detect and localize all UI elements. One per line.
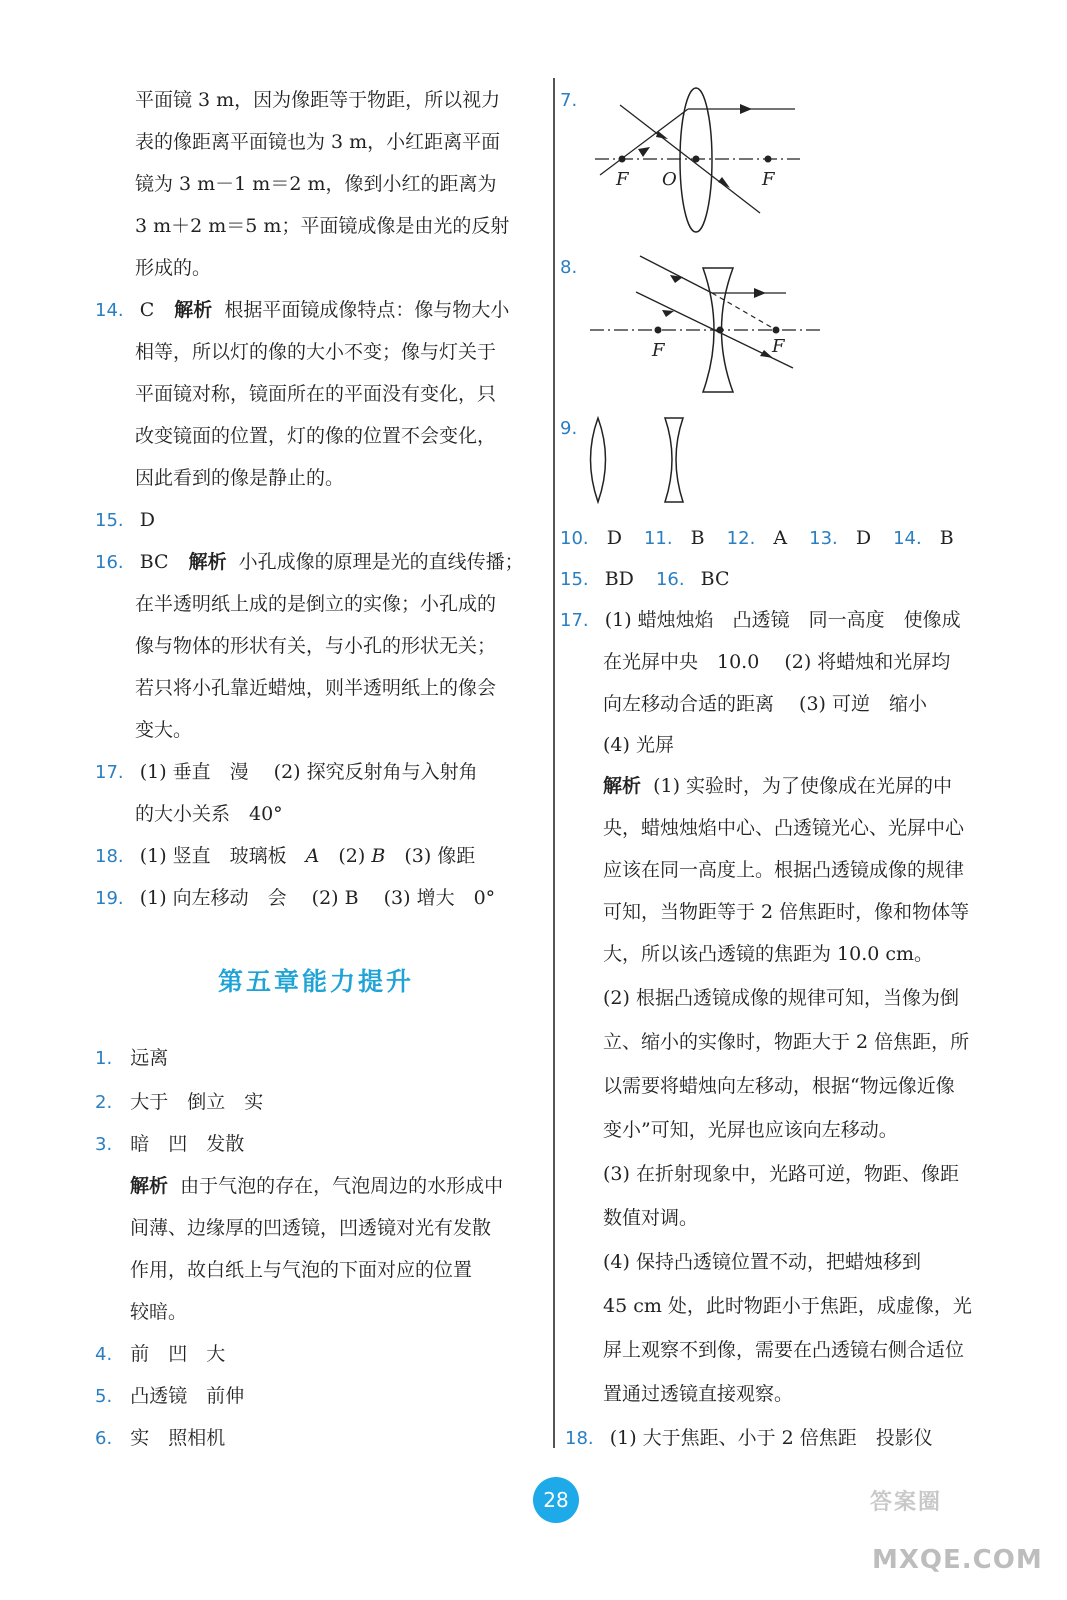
text-line: 因此看到的像是静止的。 (135, 467, 345, 489)
answer: BD (604, 568, 634, 590)
label-F: F (762, 169, 775, 190)
text-line: 变大。 (135, 719, 193, 741)
arrowhead (670, 275, 683, 283)
question-number: 15. (95, 510, 124, 531)
answer-row-15-16 (560, 567, 729, 592)
question-number: 17. (95, 762, 124, 783)
text-line: 相等，所以灯的像的大小不变；像与灯关于 (135, 341, 497, 363)
answer: (1) 蜡烛烛焰 凸透镜 同一高度 使像成 (604, 609, 961, 631)
question-number: 16. (655, 569, 685, 590)
question-number: 13. (809, 528, 838, 549)
answer: 大于 倒立 实 (130, 1091, 264, 1113)
section-title: 第五章能力提升 (218, 967, 415, 996)
answer: (1) 大于焦距、小于 2 倍焦距 投影仪 (609, 1427, 933, 1449)
analysis-label: 解析 (188, 551, 227, 573)
answer: (1) 向左移动 会 (2) B (3) 增大 0° (139, 887, 496, 909)
text-line: 在光屏中央 10.0 (2) 将蜡烛和光屏均 (603, 651, 951, 673)
question-number: 12. (726, 528, 756, 549)
optical-center (717, 327, 724, 334)
question-16 (95, 550, 524, 575)
answer: (1) 垂直 漫 (2) 探究反射角与入射角 (139, 761, 478, 783)
analysis-text: 小孔成像的原理是光的直线传播； (238, 551, 524, 573)
question-number: 14. (893, 528, 922, 549)
section-item-2 (95, 1090, 263, 1115)
question-number: 6. (95, 1428, 113, 1449)
text-line: 改变镜面的位置，灯的像的位置不会变化， (135, 425, 497, 447)
section-item-1 (95, 1046, 168, 1071)
label-F: F (652, 340, 665, 361)
section-item-5 (95, 1384, 244, 1409)
arrowhead (638, 147, 650, 157)
text-line: 平面镜对称，镜面所在的平面没有变化，只 (135, 383, 497, 405)
question-number: 15. (560, 569, 589, 590)
text-line: 3 m＋2 m＝5 m；平面镜成像是由光的反射 (135, 215, 510, 237)
text-line: 较暗。 (130, 1301, 188, 1323)
section-item-4 (95, 1342, 225, 1367)
question-18 (95, 844, 475, 869)
arrowhead (740, 104, 752, 114)
text-line: 平面镜 3 m，因为像距等于物距，所以视力 (135, 89, 501, 111)
text-line: 数值对调。 (603, 1207, 699, 1229)
arrowhead (754, 288, 766, 298)
question-number: 4. (95, 1344, 113, 1365)
question-number: 11. (643, 528, 673, 549)
answer: D (139, 509, 155, 531)
answer-part: (2) (319, 845, 372, 867)
question-9 (560, 416, 577, 441)
text-line: (4) 保持凸透镜位置不动，把蜡烛移到 (603, 1251, 921, 1273)
text-line: 像与物体的形状有关，与小孔的形状无关； (135, 635, 497, 657)
text-line: (3) 在折射现象中，光路可逆，物距、像距 (603, 1163, 959, 1185)
analysis-text: (1) 实验时，为了使像成在光屏的中 (653, 775, 953, 797)
concave-lens (665, 418, 683, 502)
question-number: 8. (560, 257, 578, 278)
answer: 前 凹 大 (130, 1343, 226, 1365)
analysis-text: 由于气泡的存在，气泡周边的水形成中 (180, 1175, 504, 1197)
concave-lens-diagram (588, 250, 828, 400)
question-number: 9. (560, 418, 578, 439)
text-line: 形成的。 (135, 257, 212, 279)
answer: BC (700, 568, 730, 590)
question-number: 16. (95, 552, 124, 573)
text-line: 若只将小孔靠近蜡烛，则半透明纸上的像会 (135, 677, 497, 699)
light-ray (640, 256, 712, 293)
page-number: 28 (533, 1477, 579, 1523)
question-14 (95, 298, 509, 323)
answer: 实 照相机 (130, 1427, 226, 1449)
focal-point (773, 327, 780, 334)
answer: A (773, 527, 788, 549)
answer-part: A (305, 845, 320, 867)
text-line: 立、缩小的实像时，物距大于 2 倍焦距，所 (603, 1031, 970, 1053)
text-line: 镜为 3 m－1 m＝2 m，像到小红的距离为 (135, 173, 497, 195)
optical-center (693, 156, 700, 163)
answer-part: B (371, 845, 386, 867)
question-number: 10. (560, 528, 589, 549)
answer: B (939, 527, 954, 549)
answer: BC (139, 551, 169, 573)
text-line: (2) 根据凸透镜成像的规律可知，当像为倒 (603, 987, 959, 1009)
text-line: (4) 光屏 (603, 734, 674, 756)
text-line: 变小”可知，光屏也应该向左移动。 (603, 1119, 898, 1141)
answer: B (690, 527, 705, 549)
analysis-label: 解析 (603, 775, 642, 797)
question-number: 5. (95, 1386, 113, 1407)
question-19 (95, 886, 495, 911)
convex-lens-diagram (590, 85, 805, 235)
question-number: 18. (565, 1428, 594, 1449)
answer: 暗 凹 发散 (130, 1133, 245, 1155)
watermark-logo: 答案圈 (870, 1490, 943, 1515)
answer: 远离 (130, 1047, 169, 1069)
text-line: 屏上观察不到像，需要在凸透镜右侧合适位 (603, 1339, 965, 1361)
answer: D (606, 527, 622, 549)
question-number: 19. (95, 888, 124, 909)
text-line: 间薄、边缘厚的凹透镜，凹透镜对光有发散 (130, 1217, 492, 1239)
text-line: 央，蜡烛烛焰中心、凸透镜光心、光屏中心 (603, 817, 965, 839)
text-line: 的大小关系 40° (135, 803, 283, 825)
question-15 (95, 508, 155, 533)
answer-part: (3) 像距 (385, 845, 476, 867)
answer-row-10-14 (560, 526, 954, 551)
focal-point (619, 156, 626, 163)
text-line: 大，所以该凸透镜的焦距为 10.0 cm。 (603, 943, 934, 965)
question-number: 17. (560, 610, 589, 631)
text-line: 向左移动合适的距离 (3) 可逆 缩小 (603, 693, 927, 715)
convex-lens (591, 418, 606, 502)
section-item-3 (95, 1132, 244, 1157)
text-line: 可知，当物距等于 2 倍焦距时，像和物体等 (603, 901, 970, 923)
focal-point (655, 327, 662, 334)
question-17 (95, 760, 478, 785)
column-divider (553, 78, 555, 1448)
label-F: F (772, 336, 785, 357)
label-F: F (616, 169, 629, 190)
arrowhead (656, 131, 668, 139)
question-7 (560, 88, 577, 113)
text-line: 应该在同一高度上。根据凸透镜成像的规律 (603, 859, 965, 881)
question-number: 2. (95, 1092, 113, 1113)
answer: C (139, 299, 155, 321)
analysis-text: 根据平面镜成像特点：像与物大小 (224, 299, 510, 321)
analysis-label: 解析 (130, 1175, 169, 1197)
arrowhead (718, 177, 730, 188)
question-17 (560, 608, 961, 633)
text-line: 作用，故白纸上与气泡的下面对应的位置 (130, 1259, 473, 1281)
analysis-label: 解析 (174, 299, 213, 321)
answer-part: (1) 竖直 玻璃板 (139, 845, 306, 867)
answer: D (855, 527, 872, 549)
text-line: 表的像距离平面镜也为 3 m，小红距离平面 (135, 131, 501, 153)
question-number: 18. (95, 846, 124, 867)
text-line: 以需要将蜡烛向左移动，根据“物远像近像 (603, 1075, 955, 1097)
section-item-6 (95, 1426, 225, 1451)
light-ray (600, 109, 688, 175)
question-8 (560, 255, 577, 280)
lens-answer-diagram (585, 412, 695, 507)
question-number: 7. (560, 90, 578, 111)
question-number: 14. (95, 300, 124, 321)
analysis-line (603, 774, 952, 798)
question-18 (565, 1426, 933, 1451)
question-number: 1. (95, 1048, 113, 1069)
text-line: 45 cm 处，此时物距小于焦距，成虚像，光 (603, 1295, 972, 1317)
question-number: 3. (95, 1134, 113, 1155)
label-O: O (662, 169, 677, 190)
arrowhead (662, 310, 674, 317)
text-line: 置通过透镜直接观察。 (603, 1383, 794, 1405)
watermark-url: MXQE.COM (872, 1545, 1043, 1575)
analysis-line (130, 1174, 503, 1198)
focal-point (765, 156, 772, 163)
text-line: 在半透明纸上成的是倒立的实像；小孔成的 (135, 593, 497, 615)
answer: 凸透镜 前伸 (130, 1385, 245, 1407)
